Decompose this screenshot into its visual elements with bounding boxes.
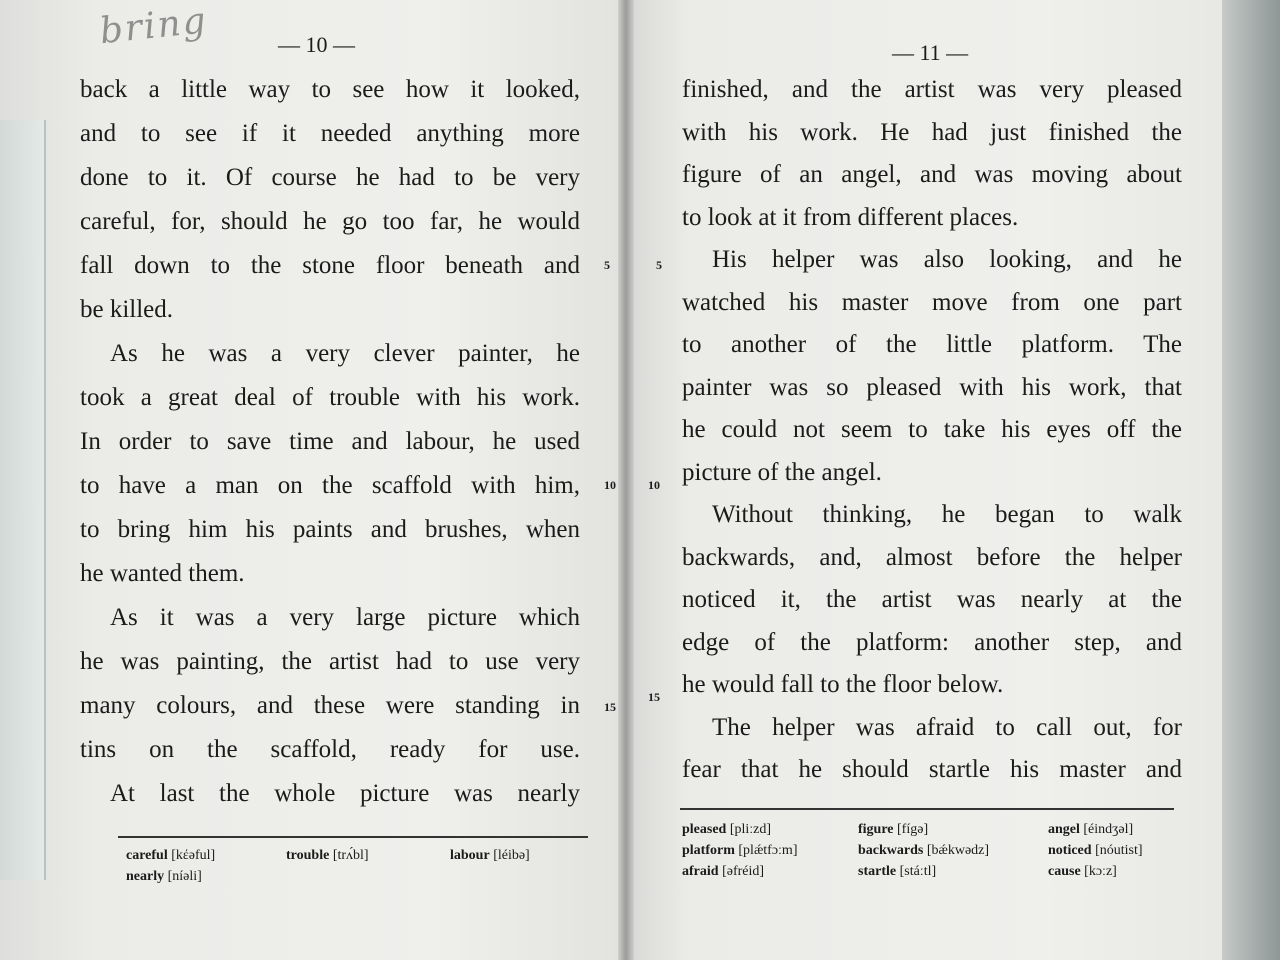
glossary-word: afraid [682,864,719,879]
glossary-word: cause [1048,864,1081,879]
glossary-pronunciation: [kέəful] [167,848,216,863]
glossary-word: careful [126,848,168,863]
glossary-entry [682,822,771,838]
glossary-pronunciation: [plǽtfɔːm] [734,843,798,858]
glossary-row [126,869,596,889]
glossary-word: noticed [1048,843,1092,858]
glossary-pronunciation: [bǽkwədz] [923,843,990,858]
left-line-number: 10 [604,478,616,492]
glossary-entry [858,822,928,838]
glossary-entry [126,869,202,885]
glossary-pronunciation: [pliːzd] [726,822,772,837]
text-line: edge of the platform: another step, and [682,628,1182,656]
text-line: His helper was also looking, and he [712,246,1182,273]
text-line: to look at it from different places. [682,203,1019,231]
glossary-pronunciation: [léibə] [489,848,530,863]
glossary-entry [450,848,530,864]
text-line: to another of the little platform. The [682,331,1182,358]
right-line-number: 5 [656,258,662,272]
glossary-entry [286,848,369,864]
left-line-number: 15 [604,700,616,714]
glossary-word: startle [858,864,897,879]
right-glossary [682,822,1172,888]
right-body-text [682,76,1182,816]
text-line: took a great deal of trouble with his work. [80,384,580,411]
glossary-pronunciation: [əfréid] [718,864,765,879]
text-line: and to see if it needed anything more [80,120,580,147]
glossary-pronunciation: [nóutist] [1091,843,1143,858]
text-line: finished, and the artist was very pleased [682,76,1182,103]
glossary-pronunciation: [kɔːz] [1080,864,1117,879]
glossary-word: angel [1048,822,1080,837]
text-line: many colours, and these were standing in [80,692,580,719]
glossary-entry [1048,864,1117,880]
right-line-number: 15 [648,690,660,704]
text-line: he was painting, the artist had to use very [80,648,580,675]
glossary-entry [858,843,989,859]
glossary-entry [1048,843,1143,859]
glossary-word: figure [858,822,894,837]
text-line: backwards, and, almost before the helper [682,543,1182,571]
right-page-number: — 11 — [892,40,969,65]
text-line: fall down to the stone floor beneath and [80,252,580,279]
text-line: fear that he should startle his master and [682,756,1182,783]
text-line: he would fall to the floor below. [682,671,1004,698]
pencil-note: bring [97,0,210,53]
text-line: The helper was afraid to call out, for [712,713,1182,741]
text-line: tins on the scaffold, ready for use. [80,736,580,763]
text-line: As he was a very clever painter, he [110,340,580,367]
glossary-word: trouble [286,848,330,863]
glossary-row [126,848,596,868]
right-line-number: 10 [648,478,660,492]
text-line: be killed. [80,296,174,323]
book-gutter [618,0,634,960]
left-line-number: 5 [604,258,610,272]
text-line: picture of the angel. [682,458,882,486]
text-line: As it was a very large picture which [110,604,580,631]
glossary-word: platform [682,843,735,858]
glossary-pronunciation: [fígə] [893,822,929,837]
text-line: careful, for, should he go too far, he would [80,208,580,235]
text-line: to bring him his paints and brushes, when [80,516,580,543]
left-glossary [126,848,596,898]
glossary-row [682,843,1172,863]
text-line: At last the whole picture was nearly [110,780,580,807]
left-body-text [80,76,580,816]
glossary-row [682,864,1172,884]
text-line: watched his master move from one part [682,288,1182,316]
glossary-entry [682,864,764,880]
glossary-word: nearly [126,869,165,884]
text-line: noticed it, the artist was nearly at the [682,586,1182,613]
glossary-word: labour [450,848,490,863]
glossary-entry [858,864,936,880]
glossary-row [682,822,1172,842]
footnote-rule [118,836,588,838]
left-page-number: — 10 — [278,32,355,57]
glossary-word: pleased [682,822,727,837]
text-line: figure of an angel, and was moving about [682,161,1182,188]
page-edge [1222,0,1280,960]
text-line: done to it. Of course he had to be very [80,164,580,191]
glossary-pronunciation: [trʌ́bl] [329,848,369,863]
glossary-entry [1048,822,1133,838]
glossary-pronunciation: [níəli] [164,869,202,884]
glossary-pronunciation: [stáːtl] [896,864,937,879]
glossary-entry [682,843,798,859]
text-line: he wanted them. [80,560,245,587]
glass-weight [0,120,46,880]
text-line: to have a man on the scaffold with him, [80,472,580,499]
text-line: painter was so pleased with his work, that [682,373,1182,401]
glossary-entry [126,848,215,864]
text-line: back a little way to see how it looked, [80,76,580,103]
glossary-pronunciation: [éindʒəl] [1079,822,1134,837]
footnote-rule [680,808,1174,810]
text-line: he could not seem to take his eyes off the [682,416,1182,443]
text-line: In order to save time and labour, he used [80,428,580,455]
text-line: with his work. He had just finished the [682,118,1182,146]
text-line: Without thinking, he began to walk [712,501,1182,528]
glossary-word: backwards [858,843,924,858]
